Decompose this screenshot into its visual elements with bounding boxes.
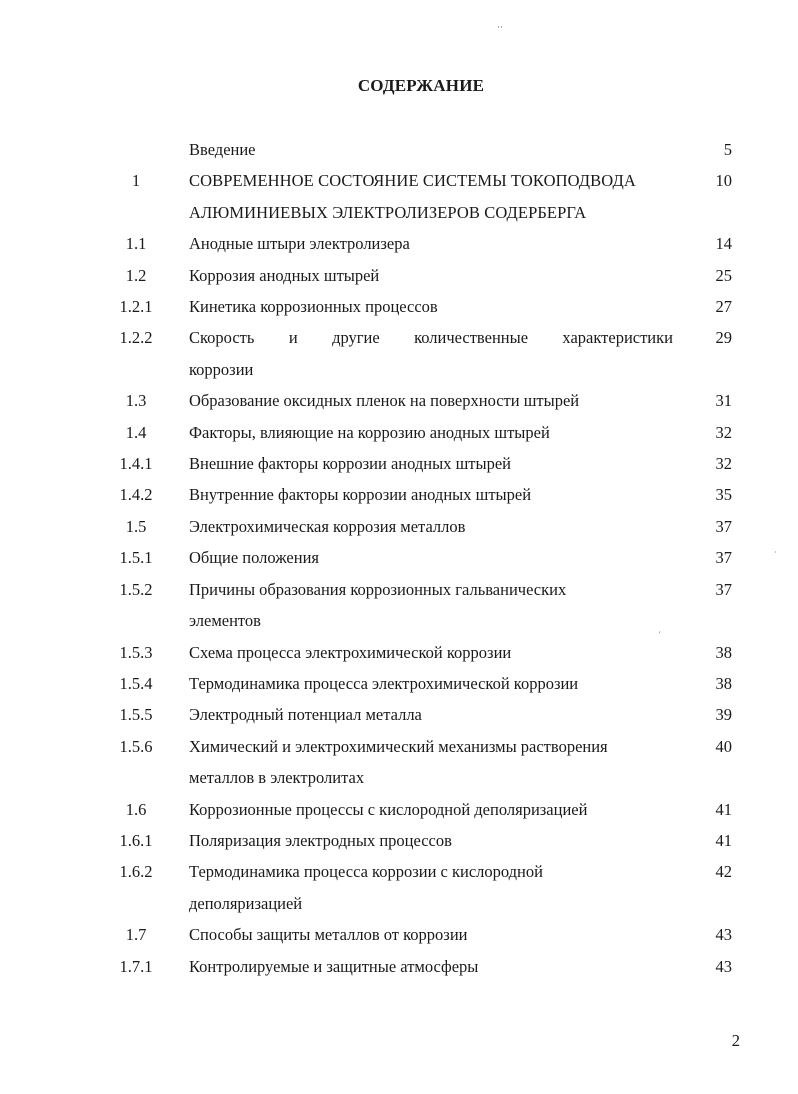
toc-entry-page: 43	[715, 956, 732, 976]
toc-entry-title: Химический и электрохимический механизмы растворения металлов в электролитах	[189, 736, 608, 788]
toc-entry-title: Общие положения	[189, 548, 319, 568]
toc-entry[interactable]	[0, 511, 798, 542]
toc-entry[interactable]	[0, 134, 798, 165]
scan-speck: ·	[774, 548, 777, 557]
toc-entry-number: 1.4	[125, 422, 147, 442]
toc-entry-page: 32	[715, 422, 732, 442]
toc-entry-title: Контролируемые и защитные атмосферы	[189, 956, 479, 976]
toc-entry-title-line: коррозии	[189, 359, 254, 379]
toc-entry-number: 1.2.2	[119, 328, 153, 348]
toc-entry[interactable]	[0, 794, 798, 825]
toc-entry[interactable]	[0, 951, 798, 982]
toc-entry[interactable]	[0, 417, 798, 448]
toc-entry-number: 1.5.3	[119, 642, 153, 662]
toc-entry[interactable]	[0, 260, 798, 291]
toc-entry-title: Внутренние факторы коррозии анодных штырей	[189, 485, 532, 505]
toc-entry-title: Кинетика коррозионных процессов	[189, 297, 438, 317]
toc-entry-page: 39	[715, 705, 732, 725]
toc-entry[interactable]	[0, 448, 798, 479]
toc-entry[interactable]	[0, 291, 798, 322]
toc-entry-number: 1.2	[125, 265, 147, 285]
toc-entry-number: 1.5.4	[119, 673, 153, 693]
toc-entry-number: 1.5.2	[119, 579, 153, 599]
toc-entry-number: 1.2.1	[119, 297, 153, 317]
toc-entry[interactable]	[0, 574, 798, 637]
toc-entry[interactable]	[0, 668, 798, 699]
toc-entry-number: 1.6	[125, 799, 147, 819]
table-of-contents	[0, 134, 798, 982]
toc-entry-title: Образование оксидных пленок на поверхности штырей	[189, 391, 580, 411]
scan-speck: ··	[497, 22, 503, 32]
toc-entry-number: 1.4.2	[119, 485, 153, 505]
toc-entry-page: 37	[715, 548, 732, 568]
toc-entry[interactable]	[0, 385, 798, 416]
toc-entry-title: Термодинамика процесса коррозии с кислородной деполяризацией	[189, 862, 543, 913]
toc-entry[interactable]	[0, 919, 798, 950]
toc-entry-page: 29	[715, 328, 732, 348]
toc-entry-page: 25	[715, 265, 732, 285]
toc-entry-page: 40	[715, 736, 732, 756]
toc-entry-title: Схема процесса электрохимической коррозии	[189, 642, 512, 662]
toc-entry-page: 41	[715, 799, 732, 819]
toc-entry-title: Термодинамика процесса электрохимической коррозии	[189, 673, 579, 693]
toc-entry-number: 1.7.1	[119, 956, 153, 976]
toc-entry[interactable]	[0, 825, 798, 856]
toc-entry-number: 1.5.1	[119, 548, 153, 568]
toc-entry-title: Коррозия анодных штырей	[189, 265, 380, 285]
toc-entry-title: Коррозионные процессы с кислородной деполяризацией	[189, 799, 588, 819]
toc-entry-number: 1.5	[125, 516, 147, 536]
toc-entry-page: 32	[715, 454, 732, 474]
toc-entry-page: 27	[715, 297, 732, 317]
toc-entry-page: 38	[715, 642, 732, 662]
page-number: 2	[731, 1031, 740, 1050]
toc-entry-title: Факторы, влияющие на коррозию анодных штырей	[189, 422, 550, 442]
toc-entry-title: Электродный потенциал металла	[189, 705, 422, 725]
toc-entry[interactable]	[0, 699, 798, 730]
toc-entry-page: 43	[715, 925, 732, 945]
toc-entry-number: 1.6.1	[119, 830, 153, 850]
toc-entry[interactable]	[0, 542, 798, 573]
toc-entry-number: 1	[131, 171, 141, 191]
toc-entry-number: 1.5.5	[119, 705, 153, 725]
toc-entry[interactable]	[0, 731, 798, 794]
toc-entry-number: 1.1	[125, 234, 147, 254]
toc-entry-number: 1.6.2	[119, 862, 153, 882]
toc-entry-number: 1.4.1	[119, 454, 153, 474]
toc-entry-page: 14	[715, 234, 732, 254]
toc-entry-number: 1.7	[125, 925, 147, 945]
toc-entry-page: 31	[715, 391, 732, 411]
toc-entry-title: Поляризация электродных процессов	[189, 830, 452, 850]
toc-entry-number: 1.5.6	[119, 736, 153, 756]
toc-entry-title: Введение	[189, 140, 256, 159]
toc-entry-page: 41	[715, 830, 732, 850]
scan-speck: '	[659, 630, 661, 639]
toc-entry-number: 1.3	[125, 391, 147, 411]
toc-entry-page: 42	[715, 862, 732, 882]
toc-entry-page: 5	[723, 140, 732, 159]
toc-entry-page: 10	[715, 171, 732, 191]
toc-entry-page: 37	[715, 579, 732, 599]
toc-entry-title: СОВРЕМЕННОЕ СОСТОЯНИЕ СИСТЕМЫ ТОКОПОДВОДА АЛЮМИНИЕВЫХ ЭЛЕКТРОЛИЗЕРОВ СОДЕРБЕРГА	[189, 171, 636, 222]
toc-entry[interactable]	[0, 479, 798, 510]
toc-entry[interactable]	[0, 637, 798, 668]
toc-entry-page: 35	[715, 485, 732, 505]
toc-entry[interactable]	[0, 165, 798, 228]
toc-entry-title: Электрохимическая коррозия металлов	[189, 516, 466, 536]
toc-entry-title: Анодные штыри электролизера	[189, 234, 410, 254]
toc-entry-title: Внешние факторы коррозии анодных штырей	[189, 454, 511, 474]
document-title: СОДЕРЖАНИЕ	[357, 76, 485, 95]
toc-entry-page: 38	[715, 673, 732, 693]
toc-entry-title	[189, 322, 673, 385]
toc-entry[interactable]	[0, 322, 798, 385]
toc-entry-title: Способы защиты металлов от коррозии	[189, 925, 468, 945]
toc-entry-title-line: Скорость и другие количественные характеристики	[189, 328, 673, 348]
toc-entry-page: 37	[715, 516, 732, 536]
toc-entry-title: Причины образования коррозионных гальванических элементов	[189, 579, 567, 631]
toc-entry[interactable]	[0, 228, 798, 259]
toc-entry[interactable]	[0, 856, 798, 919]
